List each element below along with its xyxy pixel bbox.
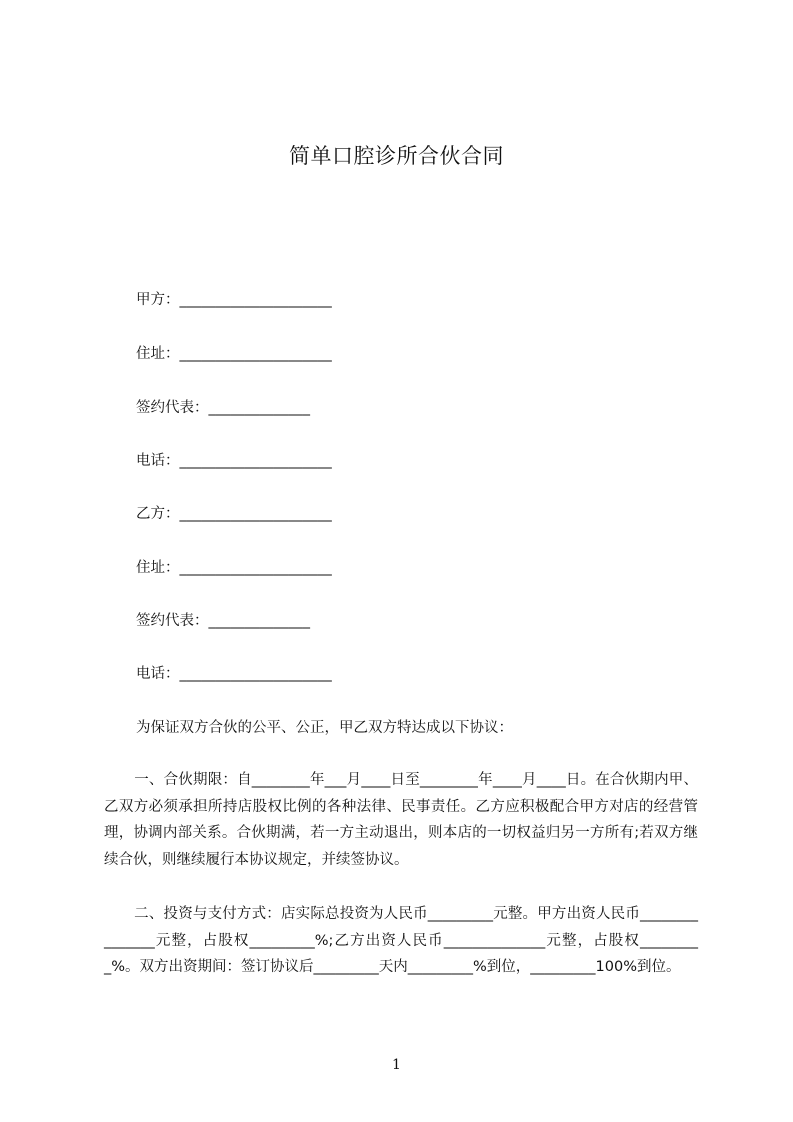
clause-investment-text: 二、投资与支付方式：店实际总投资为人民币_________元整。甲方出资人民币_______________元整，占股权_________%;乙方出资人民币______________元整，占股权_________%。双方出资期间：签订协议后_________天内_________%到位，_________100%到位。: [104, 906, 698, 975]
party-b-phone-field: 电话：_____________________: [136, 666, 332, 682]
party-a-representative-field: 签约代表：______________: [136, 400, 310, 416]
page-number: 1: [392, 1057, 401, 1073]
party-a-address-field: 住址：_____________________: [136, 346, 332, 362]
party-a-phone-field: 电话：_____________________: [136, 453, 332, 469]
party-a-field: 甲方：_____________________: [136, 292, 332, 308]
clause-term-text: 一、合伙期限：自________年___月____日至________年____月____日。在合伙期内甲、乙双方必须承担所持店股权比例的各种法律、民事责任。乙方应积极配合甲方对店的经营管理，协调内部关系。合伙期满，若一方主动退出，则本店的一切权益归另一方所有;若双方继续合伙，则继续履行本协议规定，并续签协议。: [104, 772, 698, 868]
party-b-representative-field: 签约代表：______________: [136, 613, 310, 629]
party-b-field: 乙方：_____________________: [136, 506, 332, 522]
document-title: 简单口腔诊所合伙合同: [289, 144, 504, 168]
agreement-intro: 为保证双方合伙的公平、公正，甲乙双方特达成以下协议：: [136, 720, 513, 736]
clause-investment: [104, 901, 698, 981]
party-b-address-field: 住址：_____________________: [136, 560, 332, 576]
clause-term: [104, 767, 698, 873]
